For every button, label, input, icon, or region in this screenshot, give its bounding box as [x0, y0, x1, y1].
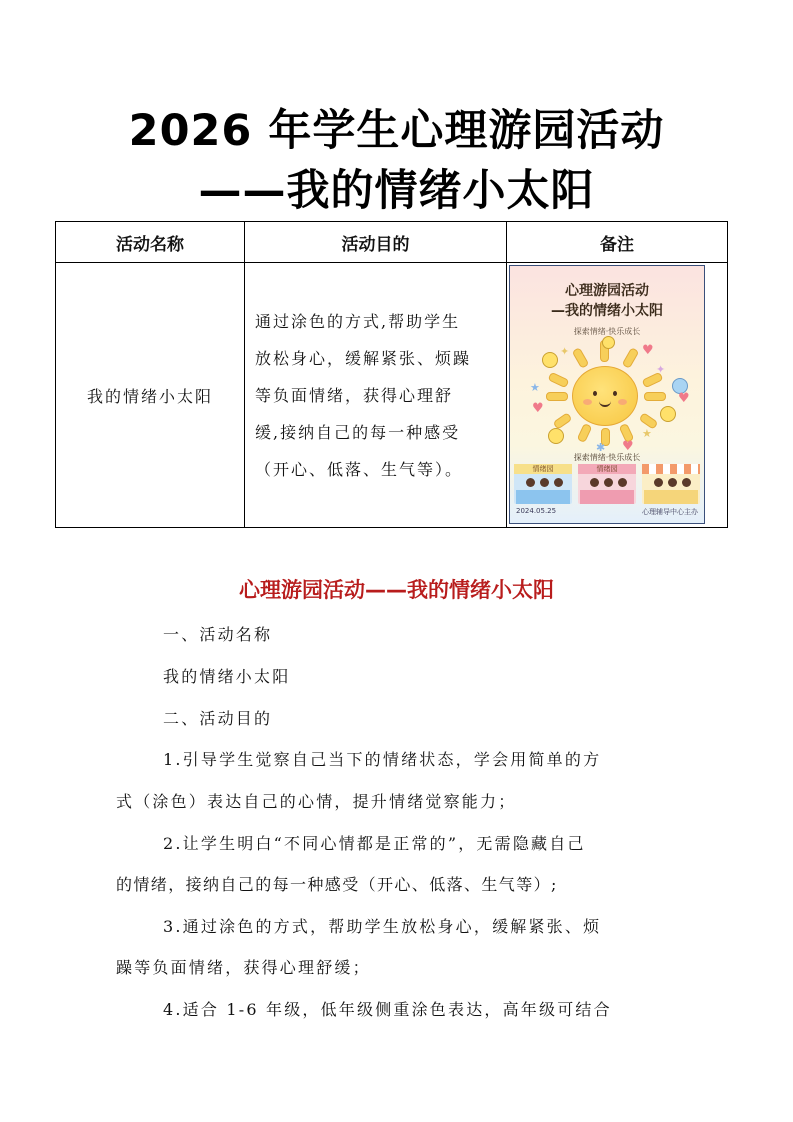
booth-illustration: 情绪园	[514, 464, 572, 504]
sun-ray-icon	[548, 372, 570, 389]
document-title-line2: ——我的情绪小太阳	[198, 166, 595, 216]
activity-table	[55, 221, 728, 528]
goal-paragraph-line: 2.让学生明白“不同心情都是正常的”，无需隐藏自己	[163, 834, 586, 853]
activity-poster-image	[509, 265, 705, 524]
header-activity-name: 活动名称	[56, 222, 245, 263]
sun-ray-icon	[644, 392, 666, 401]
header-notes: 备注	[507, 222, 728, 263]
goal-line: 等负面情绪，获得心理舒	[255, 385, 454, 405]
cell-notes	[507, 263, 728, 528]
header-activity-goal: 活动目的	[245, 222, 507, 263]
poster-organizer: 心理辅导中心主办	[642, 508, 698, 516]
document-title-line1: 2026 年学生心理游园活动	[128, 106, 665, 156]
poster-date: 2024.05.25	[516, 507, 557, 515]
poster-subtitle-bottom: 探索情绪·快乐成长	[573, 453, 641, 462]
goal-line: 缓,接纳自己的每一种感受	[255, 422, 461, 442]
cell-activity-name: 我的情绪小太阳	[56, 263, 245, 528]
goal-paragraph-line: 躁等负面情绪，获得心理舒缓；	[116, 958, 371, 977]
star-icon: ★	[530, 381, 540, 394]
goal-line: 通过涂色的方式,帮助学生	[255, 311, 461, 331]
poster-title-line2: —我的情绪小太阳	[551, 303, 663, 319]
goal-paragraph-line: 4.适合 1-6 年级，低年级侧重涂色表达，高年级可结合	[163, 1000, 612, 1019]
poster-title-line1: 心理游园活动	[565, 283, 649, 299]
smiley-icon	[542, 352, 558, 368]
sun-ray-icon	[622, 347, 640, 369]
section-title: 心理游园活动——我的情绪小太阳	[239, 578, 554, 602]
star-icon: ✦	[560, 345, 570, 358]
goal-paragraph-line: 1.引导学生觉察自己当下的情绪状态，学会用简单的方	[163, 750, 602, 769]
sun-ray-icon	[572, 347, 590, 369]
poster-subtitle-top: 探索情绪·快乐成长	[573, 327, 641, 336]
goal-paragraph-line: 的情绪，接纳自己的每一种感受（开心、低落、生气等）;	[116, 875, 558, 894]
activity-name-text: 我的情绪小太阳	[163, 667, 291, 686]
heading-activity-name: 一、活动名称	[163, 625, 273, 644]
goal-paragraph-line: 3.通过涂色的方式，帮助学生放松身心，缓解紧张、烦	[163, 917, 602, 936]
heart-icon: ♥	[532, 401, 544, 416]
smiley-icon	[548, 428, 564, 444]
table-header-row	[56, 222, 728, 263]
booth-illustration	[642, 464, 700, 504]
sun-ray-icon	[546, 392, 568, 401]
goal-paragraph-line: 式（涂色）表达自己的心情，提升情绪觉察能力；	[116, 792, 517, 811]
star-icon: ★	[642, 427, 652, 440]
heart-icon: ♥	[678, 391, 690, 406]
smiley-icon	[660, 406, 676, 422]
table-row	[56, 263, 728, 528]
heart-icon: ♥	[622, 439, 634, 454]
sun-face-icon	[572, 366, 638, 426]
star-icon: ✱	[596, 441, 606, 454]
sun-ray-icon	[577, 423, 593, 443]
booth-illustration: 情绪园	[578, 464, 636, 504]
heading-activity-goal: 二、活动目的	[163, 709, 273, 728]
heart-icon: ♥	[642, 343, 654, 358]
smiley-icon	[602, 336, 615, 349]
goal-line: （开心、低落、生气等）。	[255, 459, 464, 479]
cell-activity-goal	[245, 263, 507, 528]
star-icon: ✦	[656, 363, 666, 376]
goal-line: 放松身心，缓解紧张、烦躁	[255, 348, 472, 368]
